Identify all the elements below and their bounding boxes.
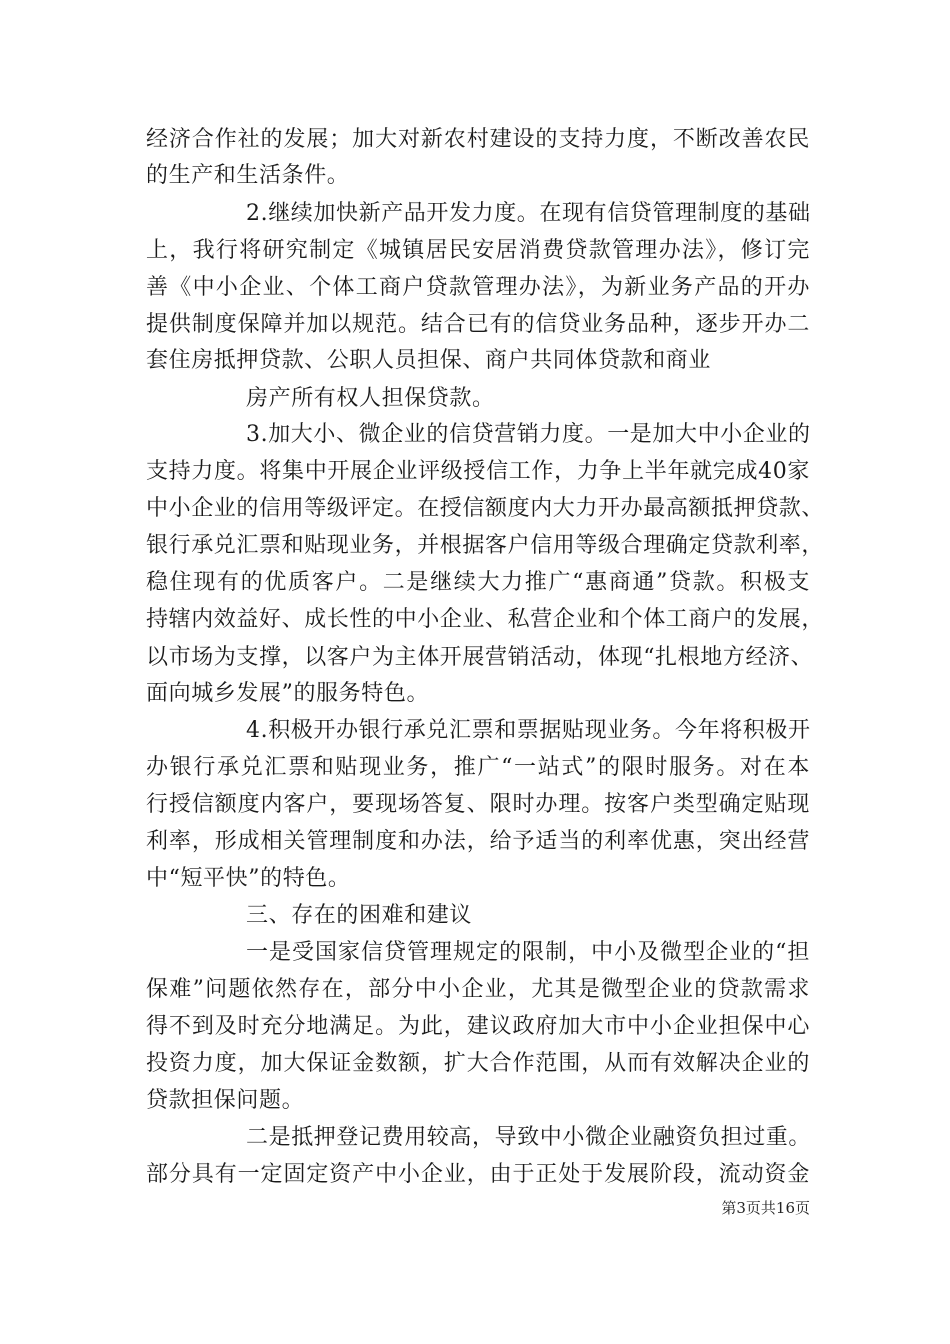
text-line: 二是抵押登记费用较高，导致中小微企业融资负担过重。 (246, 1125, 812, 1150)
text-line: 保难”问题依然存在，部分中小企业，尤其是微型企业的贷款需求 (146, 977, 810, 1002)
text-line: 中“短平快”的特色。 (146, 866, 351, 891)
text-line: 贷款担保问题。 (146, 1088, 305, 1113)
text-line: 面向城乡发展”的服务特色。 (146, 681, 430, 706)
text-line: 善《中小企业、个体工商户贷款管理办法》，为新业务产品的开办 (146, 275, 810, 300)
text-line: 经济合作社的发展；加大对新农村建设的支持力度，不断改善农民 (146, 127, 810, 152)
text-line: 一是受国家信贷管理规定的限制，中小及微型企业的“担 (246, 940, 810, 965)
text-line: 房产所有权人担保贷款。 (246, 386, 495, 411)
text-line: 2.继续加快新产品开发力度。在现有信贷管理制度的基础 (246, 201, 811, 226)
page-number-footer: 第3页共16页 (721, 1199, 810, 1217)
text-line: 支持力度。将集中开展企业评级授信工作，力争上半年就完成40家 (146, 459, 810, 484)
text-line: 3.加大小、微企业的信贷营销力度。一是加大中小企业的 (246, 422, 811, 447)
text-line: 持辖内效益好、成长性的中小企业、私营企业和个体工商户的发展， (146, 607, 825, 632)
text-line: 部分具有一定固定资产中小企业，由于正处于发展阶段，流动资金 (146, 1162, 810, 1187)
text-line: 利率，形成相关管理制度和办法，给予适当的利率优惠，突出经营 (146, 829, 810, 854)
text-line: 提供制度保障并加以规范。结合已有的信贷业务品种，逐步开办二 (146, 312, 810, 337)
text-line: 中小企业的信用等级评定。在授信额度内大力开办最高额抵押贷款、 (146, 496, 825, 521)
section-heading: 三、存在的困难和建议 (246, 903, 473, 928)
text-line: 上，我行将研究制定《城镇居民安居消费贷款管理办法》，修订完 (146, 238, 810, 263)
text-line: 行授信额度内客户，要现场答复、限时办理。按客户类型确定贴现 (146, 792, 810, 817)
text-line: 4.积极开办银行承兑汇票和票据贴现业务。今年将积极开 (246, 718, 811, 743)
text-line: 套住房抵押贷款、公职人员担保、商户共同体贷款和商业 (146, 348, 712, 373)
text-line: 稳住现有的优质客户。二是继续大力推广“惠商通”贷款。积极支 (146, 570, 810, 595)
text-line: 银行承兑汇票和贴现业务，并根据客户信用等级合理确定贷款利率， (146, 533, 825, 558)
text-line: 得不到及时充分地满足。为此，建议政府加大市中小企业担保中心 (146, 1014, 810, 1039)
text-line: 投资力度，加大保证金数额，扩大合作范围，从而有效解决企业的 (146, 1051, 810, 1076)
text-line: 的生产和生活条件。 (146, 163, 350, 188)
text-line: 以市场为支撑，以客户为主体开展营销活动，体现“扎根地方经济、 (146, 645, 814, 670)
text-line: 办银行承兑汇票和贴现业务，推广“一站式”的限时服务。对在本 (146, 755, 810, 780)
